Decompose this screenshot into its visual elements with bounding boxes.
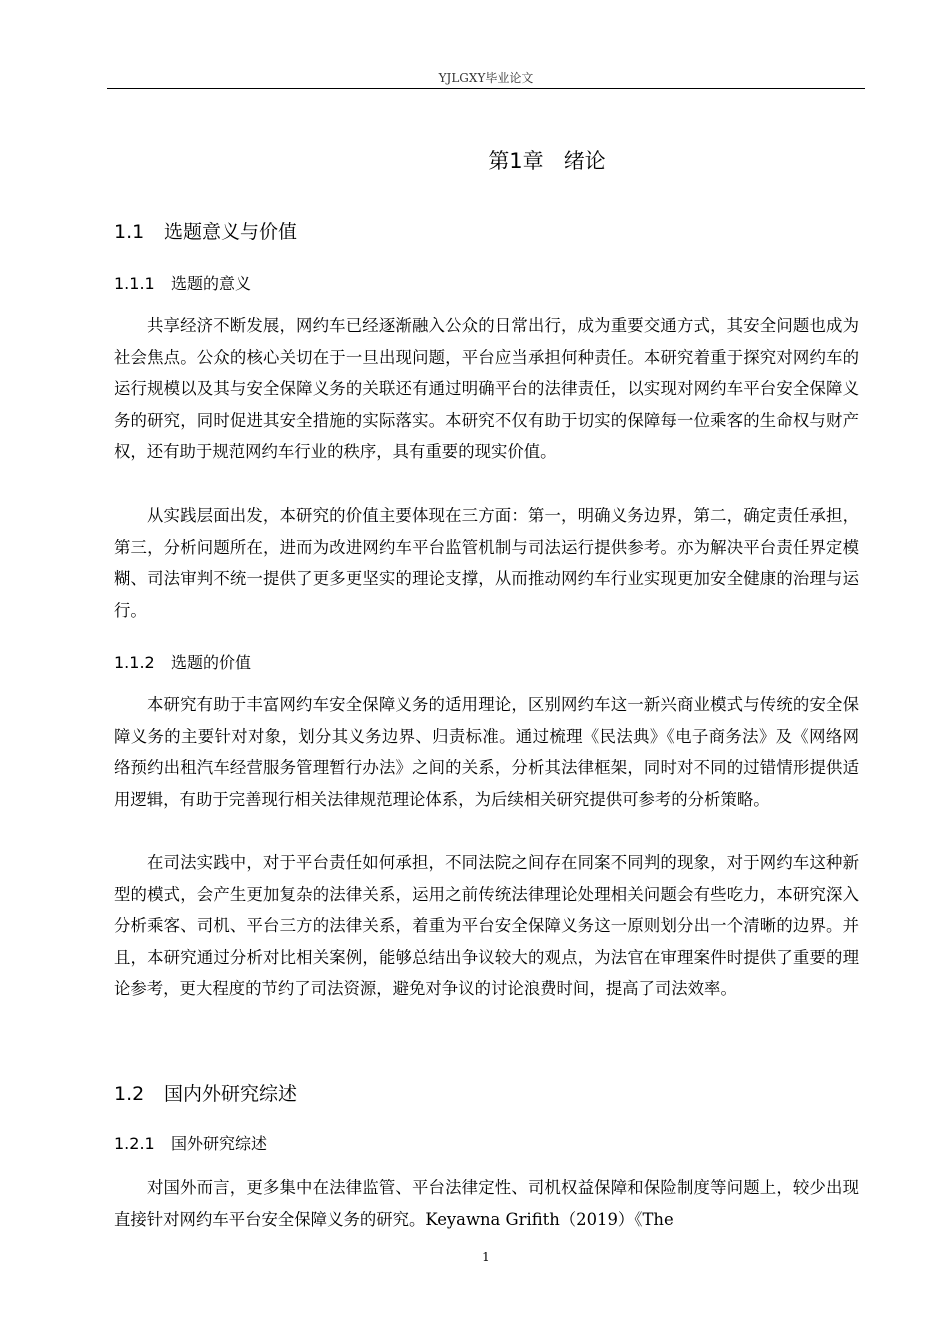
- paragraph: 共享经济不断发展，网约车已经逐渐融入公众的日常出行，成为重要交通方式，其安全问题也成为社会焦点。公众的核心关切在于一旦出现问题，平台应当承担何种责任。本研究着重于探究对网约车的运行规模以及其与安全保障义务的关联还有通过明确平台的法律责任，以实现对网约车平台安全保障义务的研究，同时促进其安全措施的实际落实。本研究不仅有助于切实的保障每一位乘客的生命权与财产权，还有助于规范网约车行业的秩序，具有重要的现实价值。: [114, 316, 859, 462]
- subsection-title: 选题的意义: [171, 274, 252, 293]
- section-heading-1-2: [114, 1081, 297, 1107]
- section-title: 选题意义与价值: [164, 221, 298, 243]
- section-number: 1.2: [114, 1083, 145, 1105]
- running-header: YJLGXY毕业论文: [438, 71, 534, 85]
- paragraph: 对国外而言，更多集中在法律监管、平台法律定性、司机权益保障和保险制度等问题上，较少出现直接针对网约车平台安全保障义务的研究。Keyawna Grifith（2019）《The: [114, 1178, 859, 1229]
- subsection-heading-1-1-2: [114, 652, 251, 674]
- subsection-title: 选题的价值: [171, 653, 252, 672]
- chapter-title: [107, 146, 950, 176]
- paragraph: 在司法实践中，对于平台责任如何承担，不同法院之间存在同案不同判的现象，对于网约车这种新型的模式，会产生更加复杂的法律关系，运用之前传统法律理论处理相关问题会有些吃力，本研究深入分析乘客、司机、平台三方的法律关系，着重为平台安全保障义务这一原则划分出一个清晰的边界。并且，本研究通过分析对比相关案例，能够总结出争议较大的观点，为法官在审理案件时提供了重要的理论参考，更大程度的节约了司法资源，避免对争议的讨论浪费时间，提高了司法效率。: [114, 853, 859, 999]
- header-rule: [107, 88, 865, 89]
- chapter-name: 绪论: [563, 149, 606, 173]
- subsection-heading-1-1-1: [114, 273, 251, 295]
- subsection-title: 国外研究综述: [171, 1134, 268, 1153]
- subsection-heading-1-2-1: [114, 1133, 267, 1155]
- section-heading-1-1: [114, 219, 297, 245]
- subsection-number: 1.2.1: [114, 1134, 155, 1153]
- section-number: 1.1: [114, 221, 145, 243]
- paragraph: 从实践层面出发，本研究的价值主要体现在三方面：第一，明确义务边界，第二，确定责任承担，第三，分析问题所在，进而为改进网约车平台监管机制与司法运行提供参考。亦为解决平台责任界定模糊、司法审判不统一提供了更多更坚实的理论支撑，从而推动网约车行业实现更加安全健康的治理与运行。: [114, 506, 859, 620]
- section-title: 国内外研究综述: [164, 1083, 298, 1105]
- subsection-number: 1.1.1: [114, 274, 155, 293]
- chapter-number: 第1章: [488, 149, 544, 173]
- subsection-number: 1.1.2: [114, 653, 155, 672]
- paragraph: 本研究有助于丰富网约车安全保障义务的适用理论，区别网约车这一新兴商业模式与传统的安全保障义务的主要针对对象，划分其义务边界、归责标准。通过梳理《民法典》《电子商务法》及《网络网络预约出租汽车经营服务管理暂行办法》之间的关系，分析其法律框架，同时对不同的过错情形提供适用逻辑，有助于完善现行相关法律规范理论体系，为后续相关研究提供可参考的分析策略。: [114, 695, 859, 809]
- page-number: 1: [482, 1250, 490, 1264]
